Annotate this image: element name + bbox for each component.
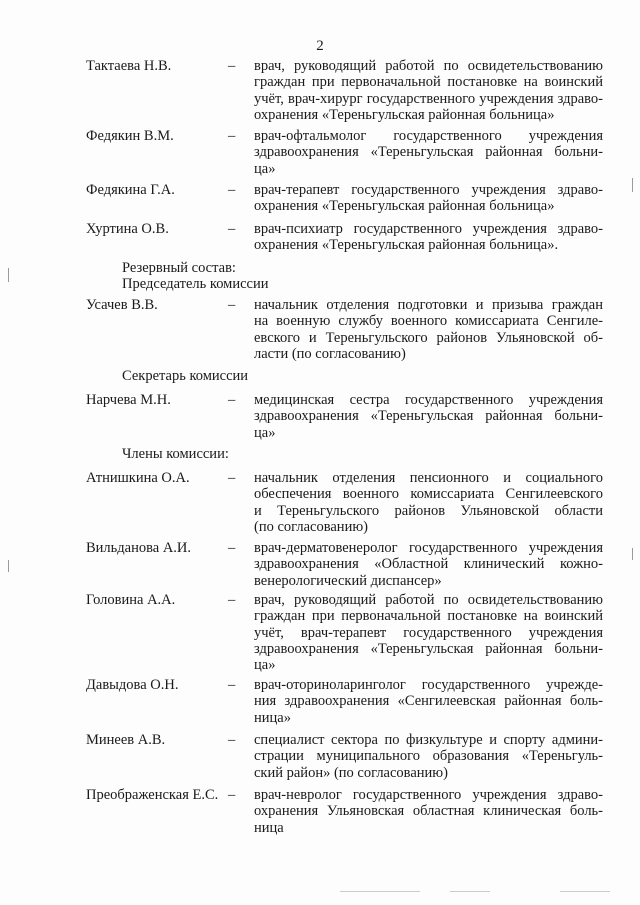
role-line: обеспечения военного комиссариата Сенгилеевского bbox=[254, 486, 603, 503]
dash: – bbox=[228, 677, 236, 693]
role-line: ский район» (по согласованию) bbox=[254, 764, 448, 781]
role-line: ница bbox=[254, 819, 284, 836]
chairman-heading: Председатель комиссии bbox=[122, 276, 269, 292]
person-name: Тактаева Н.В. bbox=[86, 58, 172, 74]
role-line: врач-психиатр государственного учреждения здраво- bbox=[254, 221, 603, 237]
role-line: ния здравоохранения «Сенгилеевская районная боль- bbox=[254, 693, 603, 710]
person-name: Федякин В.М. bbox=[86, 128, 174, 144]
role-line: ласти (по согласованию) bbox=[254, 345, 406, 362]
person-name: Давыдова О.Н. bbox=[86, 677, 179, 693]
role-line: врач, руководящий работой по освидетельствованию bbox=[254, 58, 603, 74]
role-line: начальник отделения пенсионного и социального bbox=[254, 470, 603, 486]
role-line: граждан при первоначальной постановке на воинский bbox=[254, 74, 603, 91]
person-role bbox=[254, 732, 603, 781]
role-line: врач-невролог государственного учреждения здраво- bbox=[254, 787, 603, 803]
scan-artifact bbox=[340, 891, 420, 892]
role-line: (по согласованию) bbox=[254, 518, 368, 535]
dash: – bbox=[228, 592, 236, 608]
role-line: специалист сектора по физкультуре и спорту админи- bbox=[254, 732, 603, 748]
person-role bbox=[254, 182, 603, 215]
scan-artifact bbox=[8, 560, 9, 572]
role-line: ца» bbox=[254, 657, 276, 674]
role-line: ца» bbox=[254, 160, 276, 177]
person-role bbox=[254, 221, 603, 254]
role-line: и Тереньгульского районов Ульяновской области bbox=[254, 502, 603, 519]
role-line: учёт, врач-терапевт государственного учреждения bbox=[254, 624, 603, 641]
dash: – bbox=[228, 787, 236, 803]
role-line: врач-терапевт государственного учреждения здраво- bbox=[254, 182, 603, 198]
dash: – bbox=[228, 470, 236, 486]
dash: – bbox=[228, 221, 236, 237]
person-name: Атнишкина О.А. bbox=[86, 470, 190, 486]
role-line: ца» bbox=[254, 424, 276, 441]
person-role bbox=[254, 470, 603, 535]
role-line: начальник отделения подготовки и призыва граждан bbox=[254, 297, 603, 313]
role-line: здравоохранения «Областной клинический кожно- bbox=[254, 556, 603, 573]
role-line: врач, руководящий работой по освидетельствованию bbox=[254, 592, 603, 608]
dash: – bbox=[228, 182, 236, 198]
dash: – bbox=[228, 392, 236, 408]
person-name: Вильданова А.И. bbox=[86, 540, 192, 556]
role-line: здравоохранения «Тереньгульская районная больни- bbox=[254, 640, 603, 657]
role-line: здравоохранения «Тереньгульская районная больни- bbox=[254, 144, 603, 161]
person-role bbox=[254, 58, 603, 123]
role-line: страции муниципального образования «Тереньгуль- bbox=[254, 748, 603, 765]
role-line: охранения «Тереньгульская районная больница» bbox=[254, 198, 555, 215]
scan-artifact bbox=[632, 178, 633, 192]
person-role bbox=[254, 128, 603, 177]
scan-artifact bbox=[632, 548, 633, 560]
dash: – bbox=[228, 58, 236, 74]
role-line: здравоохранения «Тереньгульская районная больни- bbox=[254, 408, 603, 425]
dash: – bbox=[228, 128, 236, 144]
role-line: медицинская сестра государственного учреждения bbox=[254, 392, 603, 408]
dash: – bbox=[228, 297, 236, 313]
dash: – bbox=[228, 732, 236, 748]
person-role bbox=[254, 392, 603, 441]
role-line: евского и Тереньгульского районов Ульяновской об- bbox=[254, 329, 603, 346]
dash: – bbox=[228, 540, 236, 556]
role-line: врач-дерматовенеролог государственного учреждения bbox=[254, 540, 603, 556]
person-role bbox=[254, 297, 603, 362]
person-name: Головина А.А. bbox=[86, 592, 176, 608]
role-line: охранения Ульяновская областная клиническая боль- bbox=[254, 803, 603, 820]
person-role bbox=[254, 592, 603, 673]
reserve-heading: Резервный состав: bbox=[122, 260, 236, 276]
person-name: Федякина Г.А. bbox=[86, 182, 175, 198]
role-line: граждан при первоначальной постановке на воинский bbox=[254, 608, 603, 625]
role-line: учёт, врач-хирург государственного учреждения здраво- bbox=[254, 90, 603, 107]
role-line: врач-офтальмолог государственного учреждения bbox=[254, 128, 603, 144]
person-name: Нарчева М.Н. bbox=[86, 392, 171, 408]
scan-artifact bbox=[560, 891, 610, 892]
members-heading: Члены комиссии: bbox=[122, 446, 229, 462]
person-name: Преображенская Е.С. bbox=[86, 787, 219, 803]
person-role bbox=[254, 787, 603, 836]
person-role bbox=[254, 677, 603, 726]
scan-artifact bbox=[450, 891, 490, 892]
role-line: венерологический диспансер» bbox=[254, 572, 442, 589]
secretary-heading: Секретарь комиссии bbox=[122, 368, 249, 384]
role-line: врач-оториноларинголог государственного учрежде- bbox=[254, 677, 603, 693]
person-name: Минеев А.В. bbox=[86, 732, 166, 748]
role-line: ница» bbox=[254, 709, 291, 726]
role-line: охранения «Тереньгульская районная больница». bbox=[254, 237, 559, 254]
page-number: 2 bbox=[316, 38, 324, 54]
scan-artifact bbox=[8, 268, 9, 282]
person-name: Усачев В.В. bbox=[86, 297, 158, 313]
role-line: охранения «Тереньгульская районная больница» bbox=[254, 106, 555, 123]
person-name: Хуртина О.В. bbox=[86, 221, 169, 237]
person-role bbox=[254, 540, 603, 589]
role-line: на военную службу военного комиссариата Сенгиле- bbox=[254, 313, 603, 330]
